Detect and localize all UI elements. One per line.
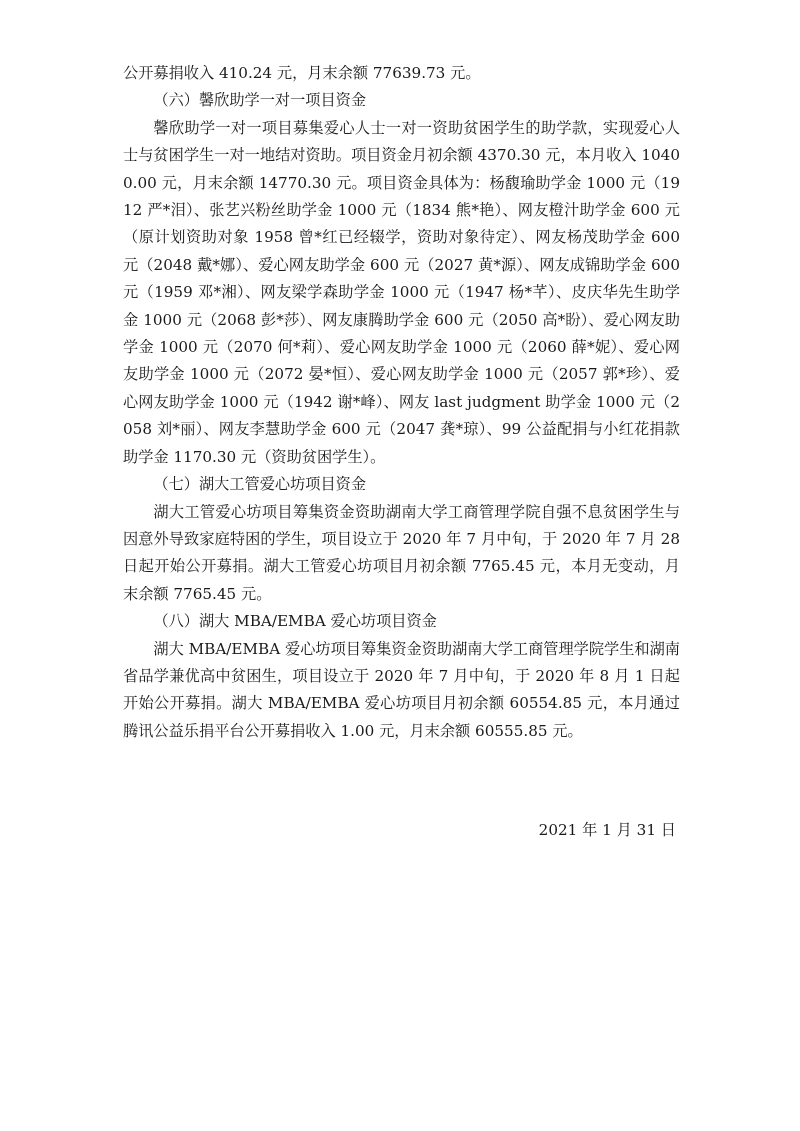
intro-line: 公开募捐收入 410.24 元，月末余额 77639.73 元。 bbox=[123, 64, 481, 82]
section-body-6: 馨欣助学一对一项目募集爱心人士一对一资助贫困学生的助学款，实现爱心人士与贫困学生一对一地结对资助。项目资金月初余额 4370.30 元，本月收入 10400.00 元，月末余额 14770.30 元。项目资金具体为：杨馥瑜助学金 1000 元（1912 严*泪）、张艺兴粉丝助学金 1000 元（1834 熊*艳）、网友橙汁助学金 600 元（原计划资助对象 1958 曾*红已经辍学，资助对象待定）、网友杨茂助学金 600 元（2048 戴*娜）、爱心网友助学金 600 元（2027 黄*源）、网友成锦助学金 600 元（1959 邓*湘）、网友梁学森助学金 1000 元（1947 杨*芊）、皮庆华先生助学金 1000 元（2068 彭*莎）、网友康腾助学金 600 元（2050 高*盼）、爱心网友助学金 1000 元（2070 何*莉）、爱心网友助学金 1000 元（2060 薛*妮）、爱心网友助学金 1000 元（2072 晏*恒）、爱心网友助学金 1000 元（2057 郭*珍）、爱心网友助学金 1000 元（1942 谢*峰）、网友 last judgment 助学金 1000 元（2058 刘*丽）、网友李慧助学金 600 元（2047 龚*琼）、99 公益配捐与小红花捐款助学金 1170.30 元（资助贫困学生）。 bbox=[123, 118, 680, 466]
section-body-8: 湖大 MBA/EMBA 爱心坊项目筹集资金资助湖南大学工商管理学院学生和湖南省品学兼优高中贫困生，项目设立于 2020 年 7 月中旬，于 2020 年 8 月 1 日起开始公开募捐。湖大 MBA/EMBA 爱心坊项目月初余额 60554.85 元，本月通过腾讯公益乐捐平台公开募捐收入 1.00 元，月末余额 60555.85 元。 bbox=[123, 639, 680, 740]
document-date: 2021 年 1 月 31 日 bbox=[538, 821, 676, 840]
spacer bbox=[123, 745, 680, 817]
section-heading-8: （八）湖大 MBA/EMBA 爱心坊项目资金 bbox=[153, 612, 437, 631]
section-heading-6: （六）馨欣助学一对一项目资金 bbox=[153, 91, 367, 110]
section-body-7: 湖大工管爱心坊项目筹集资金资助湖南大学工商管理学院自强不息贫困学生与因意外导致家庭特困的学生，项目设立于 2020 年 7 月中旬，于 2020 年 7 月 28 日起开始公开募捐。湖大工管爱心坊项目月初余额 7765.45 元，本月无变动，月末余额 7765.45 元。 bbox=[123, 502, 680, 603]
section-heading-7: （七）湖大工管爱心坊项目资金 bbox=[153, 475, 367, 494]
